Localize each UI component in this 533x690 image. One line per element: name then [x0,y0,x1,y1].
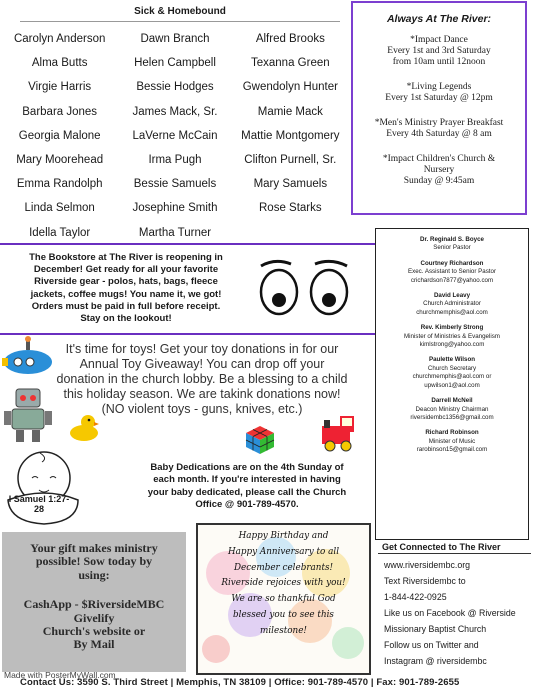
baby-line: each month. If you're interested in having [153,474,341,486]
gift-method: By Mail [73,637,115,652]
sick-name: Josephine Smith [132,202,218,215]
connected-info [384,557,532,669]
divider [378,553,531,554]
sick-name: James Mack, Sr. [132,105,218,118]
sick-name: Alma Butts [31,57,88,70]
bookstore-line: The Bookstore at The River is reopening in [29,252,223,263]
always-at-the-river-box [351,1,527,215]
sick-name: Clifton Purnell, Sr. [244,153,337,166]
sick-name: Alfred Brooks [255,33,325,45]
birthday-line: We are so thankful God [231,594,336,605]
baby-line: Office @ 901-789-4570. [195,498,299,510]
section-divider [0,333,375,335]
toys-line: this holiday season. We are takink donations now! [63,387,341,401]
sick-name: Texanna Green [251,57,330,70]
staff-detail: churchmemphis@aol.com [416,308,488,316]
sick-name: Linda Selmon [24,202,95,215]
staff-detail: Church Administrator [423,300,481,308]
birthday-line: milestone! [260,625,307,636]
staff-name: Paulette Wilson [428,356,475,364]
event-line: Every 4th Saturday @ 8 am [386,129,492,139]
staff-name: Richard Robinson [425,429,479,437]
staff-directory [375,228,529,540]
event-line: *Living Legends [406,82,472,92]
staff-detail: Minister of Music [428,437,476,445]
toys-line: donation in the church lobby. Be a blessing to a child [56,372,348,386]
bookstore-line: Stay on the lookout! [80,313,172,325]
bible-verse: I Samuel 1:27-28 [8,494,70,514]
staff-entry [376,356,528,390]
rubiks-cube-icon [244,424,276,456]
staff-detail: Exec. Assistant to Senior Pastor [407,268,497,276]
toys-line: (NO violent toys - guns, knives, etc.) [101,402,303,416]
staff-detail: Minister of Ministries & Evangelism [404,332,500,340]
divider [20,21,340,22]
staff-detail: Church Secretary [427,364,477,372]
staff-name: Courtney Richardson [420,259,484,267]
sick-name: Bessie Hodges [136,81,214,94]
event-item [357,35,521,68]
sick-name: Helen Campbell [134,57,216,70]
event-item [357,118,521,140]
toy-drive-announcement [52,342,352,417]
staff-entry [376,324,528,349]
event-line: from 10am until 12noon [392,57,486,67]
cartoon-eyes-icon [255,256,355,318]
staff-detail: kimlstrong@yahoo.com [419,341,485,349]
sick-name: Mary Samuels [253,178,328,191]
staff-detail: rarobinson15@gmail.com [416,446,488,454]
event-line: *Men's Ministry Prayer Breakfast [374,118,504,128]
staff-detail: upwilson1@aol.com [424,381,480,389]
sick-name: Virgie Harris [28,81,92,94]
section-divider [0,243,375,245]
sick-name: Gwendolyn Hunter [242,81,338,94]
sick-name: Idella Taylor [29,226,91,239]
always-title: Always At The River: [386,13,492,25]
connected-line: www.riversidembc.org [384,560,471,570]
birthday-line: Happy Anniversary to all [227,546,340,557]
sick-name: Rose Starks [259,202,322,215]
giving-box [2,532,186,672]
event-line: *Impact Children's Church & [382,154,496,164]
toy-robot-icon [2,385,54,443]
baby-line: Baby Dedications are on the 4th Sunday of [150,462,344,473]
sick-name: Barbara Jones [22,105,98,118]
toys-line: Annual Toy Giveaway! You can drop off your [79,357,325,371]
birthday-card [196,523,371,675]
bookstore-line: Orders must be paid in full before receipt. [31,300,221,312]
connected-line: Text Riversidembc to [384,576,466,586]
events-list [353,35,525,187]
sick-name: LaVerne McCain [132,129,218,142]
toy-submarine-icon [0,336,56,380]
event-line: Every 1st Saturday @ 12pm [385,93,493,103]
sick-name: Carolyn Anderson [13,33,106,45]
giving-heading [2,542,186,582]
bookstore-line: December! Get ready for all your favorite [33,264,219,276]
toy-train-icon [318,410,362,454]
gift-method: Givelify [73,610,115,625]
gift-heading-line: possible! Sow today by [35,554,153,569]
event-item [357,82,521,104]
sick-names-grid [2,30,348,248]
gift-method: CashApp - $RiversideMBC [23,597,165,612]
sick-name: Emma Randolph [16,178,103,191]
bookstore-line: Riverside gear - polos, hats, bags, fleece [34,276,218,288]
event-line: Nursery [423,165,455,175]
sick-homebound-title: Sick & Homebound [134,6,226,17]
staff-detail: churchmemphis@aol.com or [412,373,492,381]
baby-line: your baby dedicated, please call the Church [147,486,347,498]
staff-name: Dr. Reginald S. Boyce [420,236,484,243]
baby-face-icon [4,448,82,526]
staff-entry [376,236,528,253]
toys-line: It's time for toys! Get your toy donations in for our [65,342,339,356]
staff-name: David Leavy [433,292,471,300]
sick-name: Mamie Mack [257,105,323,118]
sick-name: Martha Turner [138,226,212,239]
sick-name: Georgia Malone [18,129,101,142]
gift-method: Church's website or [42,624,146,639]
baby-dedication-announcement [136,462,358,511]
bookstore-line: jackets, coffee mugs! You name it, we got! [30,288,222,300]
connected-line: Like us on Facebook @ Riverside [384,608,516,618]
staff-detail: crichardson7877@yahoo.com [410,276,494,284]
staff-entry [376,260,528,285]
staff-entry [376,292,528,317]
connected-line: Instagram @ riversidembc [384,656,487,666]
gift-heading-line: Your gift makes ministry [30,541,158,555]
sick-name: Dawn Branch [140,33,210,45]
connected-line: 1-844-422-0925 [384,592,447,602]
sick-name: Mary Moorehead [16,153,104,166]
sick-name: Irma Pugh [148,153,202,166]
birthday-line: blessed you to see this [233,609,334,620]
event-line: *Impact Dance [410,35,468,45]
birthday-line: Riverside rejoices with you! [221,578,346,589]
connected-title: Get Connected to The River [382,542,501,552]
birthday-message [202,529,365,640]
giving-methods [2,598,186,652]
event-item [357,154,521,187]
event-line: Sunday @ 9:45am [403,176,475,186]
staff-entry [376,397,528,422]
gift-heading-line: using: [78,567,110,582]
sick-name: Mattie Montgomery [241,129,340,142]
staff-entry [376,429,528,454]
birthday-line: December celebrants! [233,562,334,573]
event-line: Every 1st and 3rd Saturday [387,46,491,56]
birthday-line: Happy Birthday and [238,531,329,541]
connected-line: Follow us on Twitter and [384,640,479,650]
contact-footer: Contact Us: 3590 S. Third Street | Memphis, TN 38109 | Office: 901-789-4570 | Fax: 901-789-2655 [20,677,460,688]
bookstore-announcement [6,252,246,325]
staff-detail: riversidembc1356@gmail.com [410,413,494,421]
staff-detail: Senior Pastor [433,244,471,252]
staff-name: Darrell McNeil [431,397,473,405]
connected-line: Missionary Baptist Church [384,624,487,634]
sick-name: Bessie Samuels [133,178,217,191]
made-with-credit: Made with PosterMyWall.com [4,670,116,680]
staff-detail: Deacon Ministry Chairman [415,405,489,413]
staff-name: Rev. Kimberly Strong [420,324,484,332]
